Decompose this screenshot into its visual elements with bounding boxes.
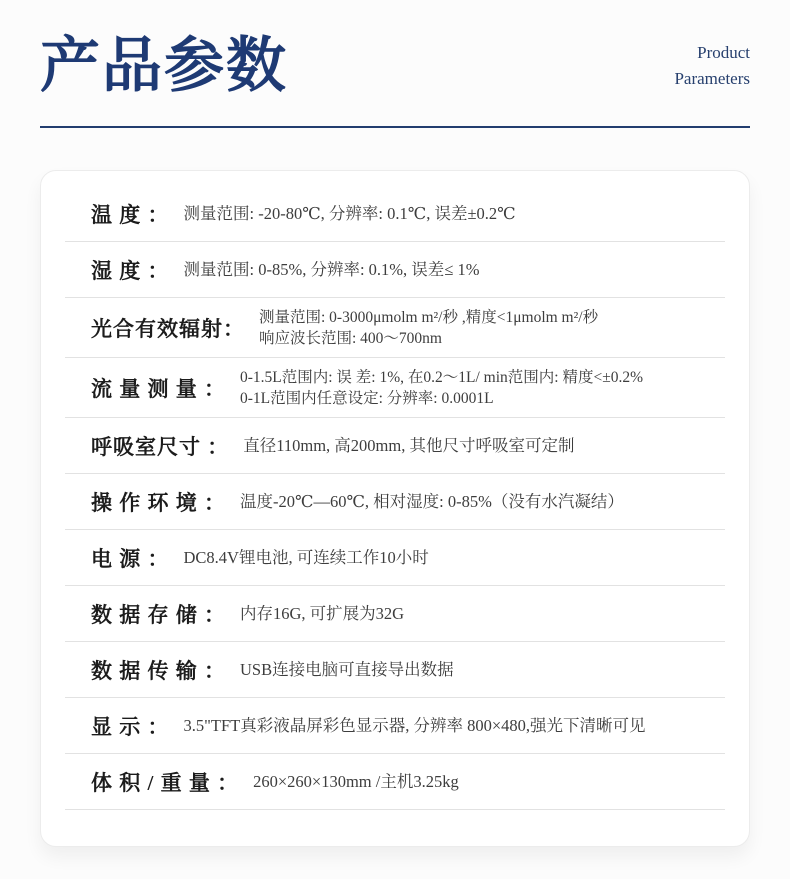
spec-value-line: 0-1.5L范围内: 误 差: 1%, 在0.2～1L/ min范围内: 精度<±0.2% bbox=[240, 368, 644, 386]
spec-value-line: 响应波长范围: 400～700nm bbox=[259, 329, 442, 347]
spec-row bbox=[65, 298, 725, 358]
spec-value-line: 直径110mm, 高200mm, 其他尺寸呼吸室可定制 bbox=[243, 435, 575, 455]
spec-value-line: 测量范围: -20-80℃, 分辨率: 0.1℃, 误差±0.2℃ bbox=[183, 203, 516, 223]
spec-value-line: DC8.4V锂电池, 可连续工作10小时 bbox=[183, 547, 429, 567]
spec-label: 数 据 传 输 ： bbox=[91, 658, 226, 683]
spec-value-line: 0-1L范围内任意设定: 分辨率: 0.0001L bbox=[240, 389, 494, 407]
spec-value bbox=[259, 307, 598, 349]
spec-value bbox=[240, 659, 454, 681]
spec-row bbox=[65, 586, 725, 642]
spec-value bbox=[240, 491, 624, 513]
page-subtitle bbox=[674, 40, 750, 92]
spec-value-line: USB连接电脑可直接导出数据 bbox=[240, 659, 454, 679]
spec-row bbox=[65, 754, 725, 810]
spec-value-line: 测量范围: 0-3000μmolm m²/秒 ,精度<1μmolm m²/秒 bbox=[259, 308, 599, 326]
spec-value bbox=[184, 203, 516, 225]
spec-row bbox=[65, 358, 725, 418]
spec-row bbox=[65, 418, 725, 474]
subtitle-line-1: Product bbox=[697, 43, 750, 62]
spec-label: 电 源 ： bbox=[91, 546, 170, 571]
spec-value-line: 测量范围: 0-85%, 分辨率: 0.1%, 误差≤ 1% bbox=[183, 259, 480, 279]
spec-label: 湿 度 ： bbox=[91, 258, 170, 283]
subtitle-line-2: Parameters bbox=[674, 69, 750, 88]
spec-value-line: 内存16G, 可扩展为32G bbox=[240, 603, 405, 623]
spec-label: 显 示 ： bbox=[91, 714, 170, 739]
spec-label: 操 作 环 境 ： bbox=[91, 490, 226, 515]
spec-label: 体 积 / 重 量 ： bbox=[91, 770, 240, 795]
title-underline bbox=[40, 126, 750, 128]
spec-row bbox=[65, 186, 725, 242]
spec-value bbox=[243, 435, 574, 457]
page-header bbox=[0, 0, 790, 128]
spec-value-line: 3.5"TFT真彩液晶屏彩色显示器, 分辨率 800×480,强光下清晰可见 bbox=[183, 715, 646, 735]
spec-row bbox=[65, 530, 725, 586]
spec-value bbox=[184, 259, 480, 281]
spec-label: 流 量 测 量 ： bbox=[91, 376, 226, 401]
spec-value bbox=[240, 367, 643, 409]
spec-value bbox=[240, 603, 404, 625]
spec-value bbox=[184, 715, 646, 737]
spec-row bbox=[65, 242, 725, 298]
spec-label: 呼吸室尺寸 ： bbox=[91, 434, 230, 459]
spec-row bbox=[65, 642, 725, 698]
spec-value bbox=[253, 771, 459, 793]
spec-label: 温 度 ： bbox=[91, 202, 170, 227]
spec-value bbox=[184, 547, 429, 569]
spec-value-line: 260×260×130mm /主机3.25kg bbox=[253, 771, 459, 791]
spec-row bbox=[65, 474, 725, 530]
spec-value-line: 温度-20℃—60℃, 相对湿度: 0-85%（没有水汽凝结） bbox=[240, 491, 624, 511]
spec-row bbox=[65, 698, 725, 754]
spec-label: 数 据 存 储 ： bbox=[91, 602, 226, 627]
page-title: 产品参数 bbox=[40, 33, 288, 99]
spec-label: 光合有效辐射： bbox=[91, 316, 245, 341]
spec-card bbox=[40, 170, 750, 847]
